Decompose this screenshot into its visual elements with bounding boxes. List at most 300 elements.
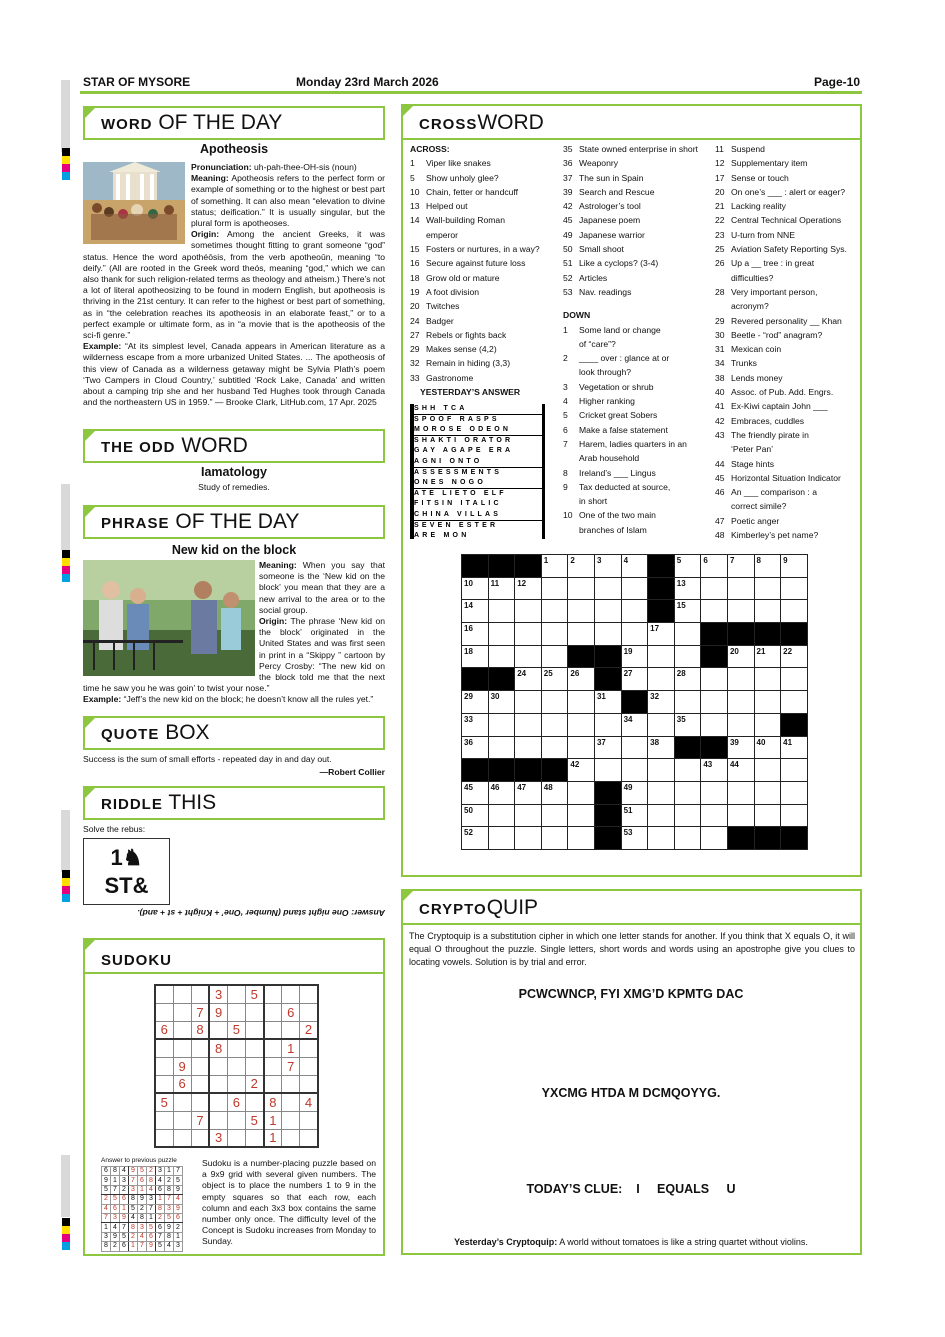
crossword-cell[interactable]: 43 bbox=[701, 759, 728, 782]
crossword-cell[interactable] bbox=[781, 577, 808, 600]
crossword-cell[interactable] bbox=[648, 713, 675, 736]
clue: 20 On one’s ___ : alert or eager? bbox=[715, 186, 846, 197]
crossword-cell[interactable]: 51 bbox=[621, 804, 648, 827]
sudoku-cell[interactable]: 6 bbox=[282, 1003, 300, 1021]
crossword-cell[interactable] bbox=[488, 623, 515, 646]
crossword-cell[interactable] bbox=[781, 600, 808, 623]
yesterday-row: CHINA VILLAS bbox=[414, 510, 542, 520]
sudoku-cell[interactable] bbox=[191, 1039, 209, 1057]
sudoku-answer-cell: 5 bbox=[129, 1204, 138, 1213]
sudoku-cell[interactable] bbox=[264, 1003, 282, 1021]
margin-strip bbox=[61, 484, 70, 550]
crossword-cell[interactable]: 12 bbox=[515, 577, 542, 600]
crossword-cell[interactable]: 27 bbox=[621, 668, 648, 691]
sudoku-cell[interactable] bbox=[191, 1075, 209, 1093]
crossword-cell[interactable] bbox=[674, 759, 701, 782]
sudoku-answer-cell: 1 bbox=[138, 1185, 147, 1194]
sudoku-answer-cell: 6 bbox=[102, 1167, 111, 1176]
sudoku-cell[interactable] bbox=[245, 1093, 263, 1111]
sudoku-answer-cell: 1 bbox=[129, 1242, 138, 1251]
clue: 34 Trunks bbox=[715, 358, 757, 369]
sudoku-answer-cell: 4 bbox=[138, 1232, 147, 1241]
sudoku-answer-cell: 7 bbox=[147, 1204, 156, 1213]
crossword-cell[interactable] bbox=[568, 781, 595, 804]
sudoku-cell[interactable]: 5 bbox=[245, 985, 263, 1003]
clue: difficulties? bbox=[731, 272, 774, 283]
crossword-cell[interactable] bbox=[727, 577, 754, 600]
clue: of “care”? bbox=[579, 338, 616, 349]
crossword-cell[interactable]: 17 bbox=[648, 623, 675, 646]
crossword-cell[interactable] bbox=[488, 736, 515, 759]
crossword-cell[interactable] bbox=[648, 668, 675, 691]
crossword-cell[interactable]: 48 bbox=[541, 781, 568, 804]
crossword-cell[interactable] bbox=[781, 759, 808, 782]
crossword-cell[interactable]: 21 bbox=[754, 645, 781, 668]
crossword-cell[interactable] bbox=[754, 781, 781, 804]
sudoku-cell[interactable] bbox=[264, 1021, 282, 1039]
sudoku-cell[interactable] bbox=[173, 1129, 191, 1147]
clue: 23 U-turn from NNE bbox=[715, 229, 795, 240]
crossword-cell[interactable] bbox=[648, 759, 675, 782]
crossword-cell[interactable] bbox=[754, 759, 781, 782]
sudoku-cell[interactable] bbox=[245, 1057, 263, 1075]
crossword-cell[interactable]: 52 bbox=[462, 827, 489, 850]
crossword-cell bbox=[462, 759, 489, 782]
sudoku-answer-cell: 3 bbox=[129, 1185, 138, 1194]
sudoku-cell[interactable] bbox=[300, 1075, 318, 1093]
crossword-cell bbox=[701, 645, 728, 668]
crossword-cell[interactable] bbox=[648, 804, 675, 827]
crossword-cell[interactable] bbox=[727, 600, 754, 623]
sudoku-cell[interactable] bbox=[173, 1003, 191, 1021]
crossword-cell[interactable] bbox=[515, 600, 542, 623]
crossword-cell[interactable] bbox=[781, 668, 808, 691]
sudoku-cell[interactable] bbox=[264, 1075, 282, 1093]
clue: 12 Supplementary item bbox=[715, 158, 808, 169]
crossword-cell[interactable] bbox=[754, 804, 781, 827]
sudoku-cell[interactable]: 1 bbox=[264, 1129, 282, 1147]
sudoku-cell[interactable]: 9 bbox=[209, 1003, 227, 1021]
sudoku-cell[interactable] bbox=[300, 1111, 318, 1129]
crossword-cell[interactable] bbox=[701, 804, 728, 827]
crossword-cell[interactable] bbox=[754, 713, 781, 736]
sudoku-cell[interactable] bbox=[155, 1129, 173, 1147]
sudoku-cell[interactable] bbox=[209, 1093, 227, 1111]
sudoku-cell[interactable] bbox=[300, 985, 318, 1003]
crossword-cell[interactable] bbox=[701, 691, 728, 714]
sudoku-cell[interactable] bbox=[300, 1129, 318, 1147]
sudoku-cell[interactable] bbox=[227, 1075, 245, 1093]
crossword-cell[interactable] bbox=[781, 691, 808, 714]
crossword-cell[interactable]: 35 bbox=[674, 713, 701, 736]
crossword-cell[interactable] bbox=[781, 804, 808, 827]
crossword-cell[interactable]: 18 bbox=[462, 645, 489, 668]
crossword-cell bbox=[594, 668, 621, 691]
crossword-cell[interactable]: 47 bbox=[515, 781, 542, 804]
sudoku-answer-cell: 7 bbox=[102, 1213, 111, 1222]
crossword-cell[interactable] bbox=[701, 827, 728, 850]
crossword-cell[interactable] bbox=[621, 623, 648, 646]
yesterday-row: ARE MON bbox=[414, 531, 542, 541]
sudoku-cell[interactable] bbox=[155, 1111, 173, 1129]
sudoku-answer-cell: 3 bbox=[174, 1242, 183, 1251]
sudoku-cell[interactable] bbox=[282, 1093, 300, 1111]
yesterday-row: SHAKTI ORATOR bbox=[414, 436, 542, 446]
sudoku-cell[interactable] bbox=[191, 985, 209, 1003]
sudoku-answer-cell: 5 bbox=[111, 1195, 120, 1204]
crossword-cell[interactable]: 32 bbox=[648, 691, 675, 714]
sudoku-answer-cell: 9 bbox=[120, 1213, 129, 1222]
sudoku-answer-cell: 8 bbox=[165, 1232, 174, 1241]
crossword-cell[interactable] bbox=[568, 713, 595, 736]
crossword-cell[interactable] bbox=[568, 827, 595, 850]
crossword-cell[interactable] bbox=[754, 691, 781, 714]
crossword-cell[interactable]: 39 bbox=[727, 736, 754, 759]
crossword-cell[interactable]: 8 bbox=[754, 555, 781, 578]
sudoku-cell[interactable]: 5 bbox=[155, 1093, 173, 1111]
crossword-cell[interactable] bbox=[488, 600, 515, 623]
crossword-cell[interactable] bbox=[568, 600, 595, 623]
crossword-cell[interactable]: 15 bbox=[674, 600, 701, 623]
crossword-cell[interactable] bbox=[781, 781, 808, 804]
clue: 50 Small shoot bbox=[563, 244, 624, 255]
crossword-cell bbox=[648, 555, 675, 578]
crossword-cell[interactable] bbox=[568, 577, 595, 600]
sudoku-cell[interactable] bbox=[245, 1021, 263, 1039]
sudoku-cell[interactable] bbox=[173, 1093, 191, 1111]
sudoku-cell[interactable]: 7 bbox=[191, 1111, 209, 1129]
crossword-cell[interactable] bbox=[674, 804, 701, 827]
crossword-cell[interactable]: 41 bbox=[781, 736, 808, 759]
crossword-cell[interactable] bbox=[727, 804, 754, 827]
crossword-cell[interactable] bbox=[488, 645, 515, 668]
sudoku-cell[interactable] bbox=[191, 1057, 209, 1075]
sudoku-cell[interactable] bbox=[282, 1075, 300, 1093]
sudoku-cell[interactable] bbox=[227, 985, 245, 1003]
sudoku-cell[interactable]: 3 bbox=[209, 985, 227, 1003]
crossword-cell[interactable] bbox=[515, 736, 542, 759]
sudoku-cell[interactable]: 7 bbox=[191, 1003, 209, 1021]
crossword-cell[interactable] bbox=[727, 781, 754, 804]
crossword-cell[interactable]: 24 bbox=[515, 668, 542, 691]
sudoku-cell[interactable] bbox=[300, 1039, 318, 1057]
clue: 32 Remain in hiding (3,3) bbox=[410, 358, 511, 369]
clue: 29 Makes sense (4,2) bbox=[410, 344, 497, 355]
quote-text: Success is the sum of small efforts - repeated day in and day out. bbox=[83, 754, 332, 764]
crossword-cell bbox=[781, 623, 808, 646]
crossword-cell[interactable] bbox=[541, 827, 568, 850]
crossword-cell[interactable]: 16 bbox=[462, 623, 489, 646]
apotheosis-painting bbox=[83, 162, 185, 244]
sudoku-answer-cell: 7 bbox=[129, 1176, 138, 1185]
crossword-cell[interactable] bbox=[701, 600, 728, 623]
sudoku-cell[interactable] bbox=[300, 1003, 318, 1021]
crossword-cell[interactable] bbox=[621, 759, 648, 782]
crossword-cell[interactable]: 49 bbox=[621, 781, 648, 804]
clue: 45 Horizontal Situation Indicator bbox=[715, 472, 841, 483]
sudoku-answer-cell: 1 bbox=[120, 1204, 129, 1213]
color-marks bbox=[62, 870, 70, 902]
clue: ‘Peter Pan’ bbox=[731, 444, 774, 455]
crossword-cell[interactable] bbox=[594, 577, 621, 600]
sudoku-cell[interactable] bbox=[264, 985, 282, 1003]
sudoku-cell[interactable] bbox=[173, 1039, 191, 1057]
clues-col2: 35 State owned enterprise in short 36 Weaponry 37 The sun in Spain 39 Search and Rescue 42 Astrologer’s tool 45 Japanese poem 49 Japanese warrior 50 Small shoot 51 Like a cyclops? (3-4) 52 Articles 53 Nav. readings DOWN 1 Some land or change of “care”? 2 ____ over : glance at or look through? 3 Vegetation or shrub 4 Higher ranking 5 Cricket great Sobers 6 Make a false statement 7 Harem, ladies quarters in an Arab household 8 Ireland’s ___ Lingus 9 Tax deducted at source, in short 10 One of the two main branches of Islam bbox=[563, 142, 698, 537]
sudoku-cell[interactable] bbox=[282, 1111, 300, 1129]
crossword-cell[interactable] bbox=[674, 623, 701, 646]
crossword-cell[interactable]: 37 bbox=[594, 736, 621, 759]
crossword-grid[interactable] bbox=[461, 554, 808, 850]
crossword-cell[interactable] bbox=[515, 804, 542, 827]
clue: 6 Make a false statement bbox=[563, 424, 668, 435]
clue: 26 Up a __ tree : in great bbox=[715, 258, 815, 269]
sudoku-cell[interactable] bbox=[173, 985, 191, 1003]
crossword-cell[interactable]: 46 bbox=[488, 781, 515, 804]
sudoku-cell[interactable]: 6 bbox=[227, 1093, 245, 1111]
yesterday-answer-label: YESTERDAY’S ANSWER bbox=[420, 387, 521, 398]
sudoku-cell[interactable] bbox=[227, 1039, 245, 1057]
color-marks bbox=[62, 550, 70, 582]
crossword-cell[interactable]: 19 bbox=[621, 645, 648, 668]
crossword-cell[interactable] bbox=[594, 600, 621, 623]
crossword-cell[interactable] bbox=[648, 781, 675, 804]
crossword-cell[interactable] bbox=[594, 623, 621, 646]
crossword-cell bbox=[515, 555, 542, 578]
sudoku-answer-cell: 9 bbox=[147, 1242, 156, 1251]
word-of-day-word: Apotheosis bbox=[199, 142, 269, 156]
sudoku-cell[interactable] bbox=[191, 1093, 209, 1111]
crossword-cell[interactable] bbox=[568, 623, 595, 646]
sudoku-answer-cell: 1 bbox=[174, 1232, 183, 1241]
sudoku-answer-cell: 4 bbox=[147, 1185, 156, 1194]
sudoku-cell[interactable] bbox=[155, 1057, 173, 1075]
sudoku-cell[interactable]: 6 bbox=[155, 1021, 173, 1039]
crossword-cell[interactable]: 20 bbox=[727, 645, 754, 668]
sudoku-cell[interactable] bbox=[155, 985, 173, 1003]
crossword-cell[interactable]: 36 bbox=[462, 736, 489, 759]
sudoku-answer-cell: 2 bbox=[147, 1167, 156, 1176]
clue: 53 Nav. readings bbox=[563, 286, 632, 297]
sudoku-answer-cell: 6 bbox=[120, 1242, 129, 1251]
crossword-cell[interactable]: 6 bbox=[701, 555, 728, 578]
crossword-cell[interactable]: 13 bbox=[674, 577, 701, 600]
crossword-cell[interactable] bbox=[541, 804, 568, 827]
sudoku-cell[interactable]: 1 bbox=[282, 1039, 300, 1057]
sudoku-cell[interactable] bbox=[227, 1003, 245, 1021]
crossword-cell[interactable]: 38 bbox=[648, 736, 675, 759]
sudoku-cell[interactable] bbox=[155, 1003, 173, 1021]
crossword-cell[interactable] bbox=[674, 827, 701, 850]
crossword-cell[interactable]: 30 bbox=[488, 691, 515, 714]
crossword-cell[interactable]: 45 bbox=[462, 781, 489, 804]
crossword-cell[interactable]: 25 bbox=[541, 668, 568, 691]
sudoku-cell[interactable] bbox=[155, 1039, 173, 1057]
clue: 28 Very important person, bbox=[715, 286, 818, 297]
crossword-cell[interactable]: 33 bbox=[462, 713, 489, 736]
sudoku-cell[interactable]: 7 bbox=[282, 1057, 300, 1075]
sudoku-cell[interactable] bbox=[300, 1057, 318, 1075]
crossword-cell[interactable] bbox=[541, 623, 568, 646]
clue: 21 Lacking reality bbox=[715, 201, 786, 212]
sudoku-cell[interactable] bbox=[245, 1003, 263, 1021]
sudoku-cell[interactable]: 5 bbox=[227, 1021, 245, 1039]
crossword-cell[interactable]: 42 bbox=[568, 759, 595, 782]
sudoku-answer-cell: 2 bbox=[102, 1195, 111, 1204]
crossword-cell[interactable]: 4 bbox=[621, 555, 648, 578]
sudoku-cell[interactable] bbox=[282, 985, 300, 1003]
crossword-cell[interactable] bbox=[754, 600, 781, 623]
crossword-cell[interactable] bbox=[594, 759, 621, 782]
crossword-cell[interactable] bbox=[621, 736, 648, 759]
clue: look through? bbox=[579, 367, 632, 378]
crossword-cell[interactable] bbox=[701, 577, 728, 600]
crossword-cell[interactable] bbox=[701, 781, 728, 804]
riddle-header: RIDDLE THIS bbox=[83, 786, 385, 820]
crossword-cell[interactable] bbox=[488, 827, 515, 850]
crossword-cell[interactable]: 22 bbox=[781, 645, 808, 668]
crossword-cell[interactable]: 26 bbox=[568, 668, 595, 691]
crossword-cell[interactable]: 14 bbox=[462, 600, 489, 623]
crossword-cell[interactable] bbox=[674, 691, 701, 714]
crossword-cell[interactable] bbox=[515, 691, 542, 714]
sudoku-cell[interactable] bbox=[282, 1021, 300, 1039]
crossword-cell[interactable]: 7 bbox=[727, 555, 754, 578]
sudoku-cell[interactable] bbox=[282, 1129, 300, 1147]
sudoku-cell[interactable] bbox=[264, 1057, 282, 1075]
sudoku-answer-cell: 7 bbox=[174, 1167, 183, 1176]
crossword-cell[interactable] bbox=[568, 804, 595, 827]
sudoku-cell[interactable] bbox=[209, 1057, 227, 1075]
crossword-cell[interactable] bbox=[541, 645, 568, 668]
sudoku-cell[interactable]: 8 bbox=[264, 1093, 282, 1111]
sudoku-cell[interactable] bbox=[245, 1129, 263, 1147]
crossword-cell[interactable] bbox=[541, 736, 568, 759]
crossword-cell[interactable] bbox=[515, 827, 542, 850]
sudoku-grid[interactable] bbox=[154, 984, 319, 1148]
crossword-cell[interactable] bbox=[727, 691, 754, 714]
crossword-cell[interactable] bbox=[648, 645, 675, 668]
crossword-cell[interactable] bbox=[754, 577, 781, 600]
clue: 5 Show unholy glee? bbox=[410, 172, 499, 183]
sudoku-answer-cell: 4 bbox=[111, 1223, 120, 1232]
sudoku-answer-cell: 9 bbox=[111, 1232, 120, 1241]
crossword-cell[interactable] bbox=[541, 577, 568, 600]
crossword-cell[interactable] bbox=[568, 691, 595, 714]
crossword-cell[interactable] bbox=[594, 713, 621, 736]
sudoku-cell[interactable] bbox=[209, 1111, 227, 1129]
crossword-cell[interactable]: 53 bbox=[621, 827, 648, 850]
sudoku-cell[interactable]: 1 bbox=[264, 1111, 282, 1129]
sudoku-answer-cell: 6 bbox=[120, 1195, 129, 1204]
sudoku-cell[interactable]: 3 bbox=[209, 1129, 227, 1147]
crossword-cell[interactable]: 40 bbox=[754, 736, 781, 759]
crossword-cell[interactable] bbox=[621, 577, 648, 600]
sudoku-cell[interactable] bbox=[209, 1075, 227, 1093]
sudoku-cell[interactable]: 2 bbox=[245, 1075, 263, 1093]
sudoku-answer-cell: 5 bbox=[102, 1185, 111, 1194]
odd-word: Iamatology bbox=[201, 465, 267, 479]
crossword-cell[interactable] bbox=[701, 713, 728, 736]
crossword-cell[interactable] bbox=[727, 668, 754, 691]
crossword-cell[interactable]: 10 bbox=[462, 577, 489, 600]
crossword-cell[interactable] bbox=[488, 804, 515, 827]
sudoku-cell[interactable]: 6 bbox=[173, 1075, 191, 1093]
crossword-cell[interactable]: 29 bbox=[462, 691, 489, 714]
sudoku-cell[interactable] bbox=[227, 1057, 245, 1075]
crossword-cell[interactable]: 3 bbox=[594, 555, 621, 578]
sudoku-cell[interactable] bbox=[173, 1111, 191, 1129]
crossword-cell[interactable]: 5 bbox=[674, 555, 701, 578]
crossword-cell[interactable] bbox=[727, 713, 754, 736]
sudoku-answer-cell: 4 bbox=[102, 1204, 111, 1213]
crossword-cell[interactable]: 11 bbox=[488, 577, 515, 600]
crossword-cell[interactable] bbox=[674, 781, 701, 804]
yesterday-grid bbox=[410, 404, 545, 539]
crossword-cell[interactable] bbox=[648, 827, 675, 850]
sudoku-answer-cell: 2 bbox=[165, 1176, 174, 1185]
sudoku-cell[interactable]: 9 bbox=[173, 1057, 191, 1075]
sudoku-cell[interactable] bbox=[264, 1039, 282, 1057]
crossword-cell[interactable] bbox=[515, 645, 542, 668]
crossword-cell[interactable] bbox=[488, 713, 515, 736]
crossword-cell[interactable] bbox=[754, 668, 781, 691]
crossword-cell[interactable] bbox=[515, 713, 542, 736]
sudoku-cell[interactable]: 5 bbox=[245, 1111, 263, 1129]
crossword-cell bbox=[541, 759, 568, 782]
sudoku-cell[interactable] bbox=[245, 1039, 263, 1057]
crossword-cell[interactable]: 1 bbox=[541, 555, 568, 578]
crossword-cell[interactable]: 9 bbox=[781, 555, 808, 578]
crossword-cell[interactable]: 2 bbox=[568, 555, 595, 578]
sudoku-cell[interactable]: 4 bbox=[300, 1093, 318, 1111]
sudoku-cell[interactable] bbox=[173, 1021, 191, 1039]
crossword-cell bbox=[701, 623, 728, 646]
sudoku-cell[interactable] bbox=[227, 1111, 245, 1129]
sudoku-cell[interactable] bbox=[209, 1021, 227, 1039]
clue: 22 Central Technical Operations bbox=[715, 215, 842, 226]
yesterday-row: ONES NOGO bbox=[414, 478, 542, 488]
sudoku-cell[interactable] bbox=[191, 1129, 209, 1147]
sudoku-cell[interactable]: 2 bbox=[300, 1021, 318, 1039]
crossword-cell[interactable] bbox=[701, 668, 728, 691]
crossword-cell[interactable] bbox=[541, 691, 568, 714]
crossword-cell[interactable]: 44 bbox=[727, 759, 754, 782]
sudoku-cell[interactable]: 8 bbox=[191, 1021, 209, 1039]
crossword-cell[interactable]: 31 bbox=[594, 691, 621, 714]
crossword-cell[interactable] bbox=[515, 623, 542, 646]
sudoku-cell[interactable] bbox=[227, 1129, 245, 1147]
clue: 27 Rebels or fights back bbox=[410, 329, 507, 340]
sudoku-answer-cell: 5 bbox=[165, 1213, 174, 1222]
crossword-cell[interactable]: 34 bbox=[621, 713, 648, 736]
crossword-cell[interactable] bbox=[568, 736, 595, 759]
clue: 7 Harem, ladies quarters in an bbox=[563, 438, 687, 449]
crossword-cell[interactable] bbox=[541, 600, 568, 623]
crossword-cell[interactable]: 28 bbox=[674, 668, 701, 691]
clue: 13 Helped out bbox=[410, 201, 468, 212]
sudoku-cell[interactable]: 8 bbox=[209, 1039, 227, 1057]
crossword-cell[interactable]: 50 bbox=[462, 804, 489, 827]
yesterday-row: MOROSE ODEON bbox=[414, 425, 542, 435]
clue: 14 Wall-building Roman bbox=[410, 215, 505, 226]
crossword-cell bbox=[621, 691, 648, 714]
crossword-cell[interactable] bbox=[541, 713, 568, 736]
crossword-cell[interactable] bbox=[674, 645, 701, 668]
sudoku-cell[interactable] bbox=[155, 1075, 173, 1093]
crossword-cell[interactable] bbox=[621, 600, 648, 623]
clue: 35 State owned enterprise in short bbox=[563, 144, 698, 154]
color-marks bbox=[62, 148, 70, 180]
